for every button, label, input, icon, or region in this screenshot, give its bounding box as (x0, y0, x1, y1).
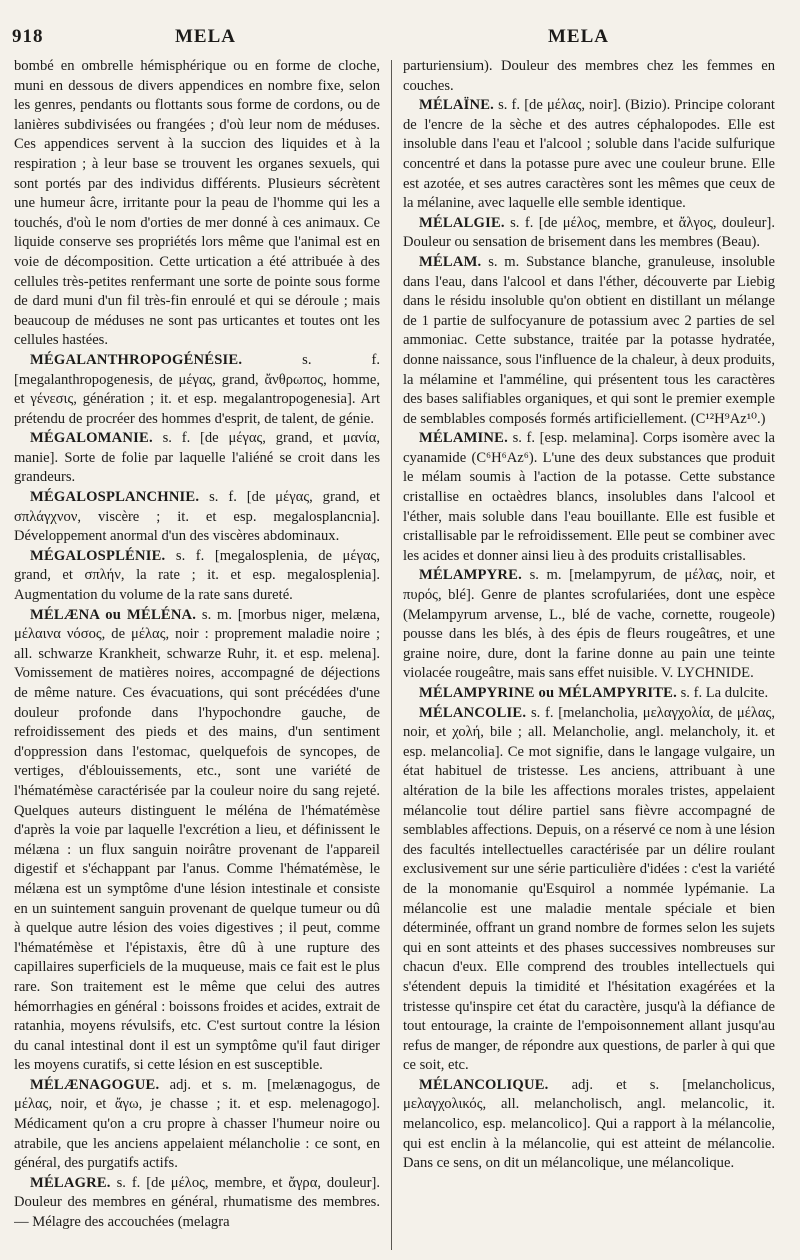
entry-headword: MÉGALOSPLÉNIE. (30, 547, 166, 564)
entry-headword: MÉLANCOLIQUE. (419, 1076, 549, 1093)
entry-headword: MÉLAMPYRINE ou MÉLAMPYRITE. (419, 685, 677, 701)
continued-text (14, 57, 380, 351)
entry-text: parturiensium). Douleur des membres chez les femmes en couches. (403, 58, 775, 94)
entry-text: s. m. [morbus niger, melæna, μέλαινα νόσος, de μέλας, noir : proprement maladie noire ; all. schwarze Krankheit, schwarze Ruhr, it. et esp. melena]. Vomissement de matières noires, accompagné de déjections de même nature. Ces évacuations, qui sont précédées d'une douleur profonde dans l'hypochondre gauche, de refroidissement des pieds et des mains, d'un sentiment d'oppression dans l'estomac, quelquefois de syncopes, de vertiges, d'éblouissements, etc., sont une variété de l'hématémèse caractérisée par la couleur noire du sang rejeté. Quelques auteurs distinguent le méléna de l'hématémèse d'après la voie par laquelle l'excrétion a lieu, et définissent le mélæna : un flux sanguin noirâtre provenant de l'appareil digestif et s'échappant par l'anus. Comme l'hématémèse, le mélæna est un symptôme d'une lésion intestinale et consiste en un suintement sanguin provenant de quelque tumeur ou dû à quelque autre lésion des voies digestives ; il peut, comme l'hématémèse et l'épistaxis, être dû à une rupture des capillaires superficiels de la muqueuse, mais ce fait est le plus rare. Son traitement est le même que celui des autres hémorrhagies en général : boissons froides et acides, extrait de ratanhia, moyens révulsifs, etc. C'est surtout contre la lésion du canal intestinal dont il est un symptôme qu'il faut diriger les moyens curatifs, si cette lésion en est susceptible. (14, 606, 380, 1074)
entry-text: s. m. Substance blanche, granuleuse, insoluble dans l'eau, dans l'alcool et dans l'éther, découverte par Liebig dans le résidu insoluble qu'on obtient en distillant un mélange de 1 partie de sulfocyanure de potassium avec 2 parties de sel ammoniac. Cette substance, traitée par la potasse hydratée, donne naissance, sous l'influence de la chaleur, à deux produits, la mélamine et l'amméline, qui présentent tous les caractères des bases salifiables organiques, et qui sont le premier exemple de semblables composés formés artificiellement. (C¹²H⁹Az¹⁰.) (403, 253, 775, 427)
dictionary-entry (403, 684, 775, 704)
dictionary-entry (14, 488, 380, 547)
entry-text: adj. et s. [melancholicus, μελαγχολικός, all. melancholisch, angl. melancolic, it. melancolico, esp. melancolico]. Qui a rapport à la mélancolie, qui est enclin à la mélancolie, qui est atteint de mélancolie. Dans ce sens, on dit un mélancolique, une mélancolique. (403, 1076, 775, 1172)
running-head-right: MELA (548, 26, 609, 47)
entry-text: s. f. [esp. melamina]. Corps isomère avec la cyanamide (C⁶H⁶Az⁶). L'une des deux substances que produit le mélam soumis à l'action de la potasse. Cette substance cristallise en octaèdres blancs, insolubles dans l'alcool et l'éther, mais soluble dans l'eau bouillante. Elle est fusible et cristallisable par le refroidissement. Elle peut se combiner avec les acides et donner ainsi lieu à des produits cristallisables. (403, 430, 775, 564)
dictionary-entry (403, 429, 775, 566)
right-column (403, 57, 775, 1252)
entry-headword: MÉLAÏNE. (419, 97, 494, 114)
entry-headword: MÉLALGIE. (419, 214, 505, 231)
entry-text: s. f. La dulcite. (676, 685, 769, 701)
dictionary-entry (14, 1076, 380, 1174)
entry-text: s. f. [megalanthropogenesis, de μέγας, grand, ἄνθρωπος, homme, et γένεσις, génération ; it. et esp. megalantropogenesia]. Art prétendu de procréer des hommes d'esprit, de talent, de génie. (14, 351, 380, 427)
continued-text (403, 57, 775, 96)
entry-headword: MÉGALOMANIE. (30, 430, 153, 447)
page-number: 918 (12, 26, 44, 47)
entry-headword: MÉGALANTHROPOGÉNÉSIE. (30, 351, 243, 368)
dictionary-entry (403, 253, 775, 429)
entry-text: s. f. [de μέγας, grand, et σπλάγχνον, viscère ; it. et esp. megalosplancnia]. Développement anormal d'un des viscères abdominaux. (14, 489, 380, 545)
dictionary-entry (403, 704, 775, 1076)
entry-headword: MÉLÆNAGOGUE. (30, 1076, 160, 1093)
entry-text: s. f. [de μέλος, membre, et ἄλγος, douleur]. Douleur ou sensation de brisement dans les membres (Beau). (403, 214, 775, 251)
dictionary-entry (14, 351, 380, 429)
entry-headword: MÉGALOSPLANCHNIE. (30, 489, 200, 506)
entry-headword: MÉLAM. (419, 253, 482, 270)
dictionary-entry (403, 566, 775, 684)
dictionary-entry (14, 547, 380, 606)
entry-text: bombé en ombrelle hémisphérique ou en forme de cloche, muni en dessous de divers appendices en nombre fixe, selon les genres, pendants ou flottants sous forme de cordons, ou de lanières subdivisées ou frangées ; d'où leur nom de méduses. Ces appendices servent à la succion des liquides et à la respiration ; à leur base se trouvent les organes sexuels, qui sont portés par des individus différents. Plusieurs sécrètent une humeur âcre, irritante pour la peau de l'homme qui les a touchés, d'où le nom d'orties de mer donné à ces animaux. Ce liquide conserve ses propriétés lors même que l'animal est en voie de décomposition. Cette urtication a été attribuée à des cellules très-petites renfermant une sorte de pointe sous forme de dard muni d'un fil très-fin enroulé et qui se déroule ; mais beaucoup de méduses ne sont pas urticantes et toutes ont les cellules hastées. (14, 58, 380, 349)
entry-headword: MÉLÆNA ou MÉLÉNA. (30, 606, 197, 623)
dictionary-entry (14, 606, 380, 1076)
running-head-left: MELA (175, 26, 236, 47)
left-column (14, 57, 380, 1252)
dictionary-entry (403, 214, 775, 253)
entry-headword: MÉLAMINE. (419, 430, 508, 447)
dictionary-entry (14, 429, 380, 488)
entry-text: s. m. [melampyrum, de μέλας, noir, et πυρός, blé]. Genre de plantes scrofulariées, dont une espèce (Melampyrum arvense, L., blé de vache, cornette, rougeole) pousse dans les blés, à des épis de fleurs rougeâtres, et une graine noire, dure, dont la farine donne au pain une teinte violacée rougeâtre, mais sans effet nuisible. V. LYCHNIDE. (403, 567, 775, 682)
entry-headword: MÉLAMPYRE. (419, 567, 522, 584)
entry-text: s. f. [de μέλας, noir]. (Bizio). Principe colorant de l'encre de la sèche et des autres céphalopodes. Elle est insoluble dans l'eau et l'alcool ; soluble dans l'acide sulfurique concentré et dans la potasse pure avec une couleur brune. Elle est azotée, et ses autres caractères sont les mêmes que ceux de la mélanine, avec laquelle elle semble identique. (403, 97, 775, 212)
entry-text: s. f. [de μέλος, membre, et ἄγρα, douleur]. Douleur des membres en général, rhumatisme des membres. — Mélagre des accouchées (melagra (14, 1174, 380, 1231)
entry-text: s. f. [melancholia, μελαγχολία, de μέλας, noir, et χολή, bile ; all. Melancholie, angl. melancholy, it. et esp. melancolia]. Ce mot signifie, dans le langage vulgaire, un état habituel de tristesse. Les anciens, attribuant à une altération de la bile les affections morales tristes, appelaient mélancolie tout délire partiel sans fièvre accompagné de semblables affections. Depuis, on a réservé ce nom à une lésion des facultés intellectuelles caractérisée par un délire roulant exclusivement sur une série particulière d'idées : c'est la variété de la monomanie qu'Esquirol a nommée lypémanie. La mélancolie est une maladie mentale spéciale et bien déterminée, offrant un grand nombre de formes selon les sujets qui en sont atteints et des phases successives nombreuses sur chacun d'eux. Elle comprend des troubles intellectuels qui s'étendent depuis la timidité et l'hésitation exagérées et la tristesse qu'inspire cet état du caractère, jusqu'à la défiance de tout entourage, la crainte de l'empoisonnement allant jusqu'au refus de manger, de répondre aux questions, de parler à qui que ce soit, etc. (403, 704, 775, 1074)
dictionary-entry (14, 1174, 380, 1233)
entry-headword: MÉLAGRE. (30, 1174, 111, 1191)
entry-text: s. f. [de μέγας, grand, et μανία, manie]. Sorte de folie par laquelle l'aliéné se croit dans les grandeurs. (14, 430, 380, 486)
dictionary-entry (403, 1076, 775, 1174)
entry-headword: MÉLANCOLIE. (419, 704, 527, 721)
dictionary-entry (403, 96, 775, 214)
page-header (0, 22, 800, 52)
entry-text: adj. et s. m. [melænagogus, de μέλας, noir, et ἄγω, je chasse ; it. et esp. melenagogo]. Médicament qu'on a cru propre à chasser l'humeur noire ou atrabile, que les anciens appelaient mélancholie : ce sont, en général, des purgatifs actifs. (14, 1076, 380, 1172)
entry-text: s. f. [megalosplenia, de μέγας, grand, et σπλήν, la rate ; it. et esp. megalosplenia]. Augmentation du volume de la rate sans dureté. (14, 547, 380, 604)
column-divider (391, 60, 392, 1250)
